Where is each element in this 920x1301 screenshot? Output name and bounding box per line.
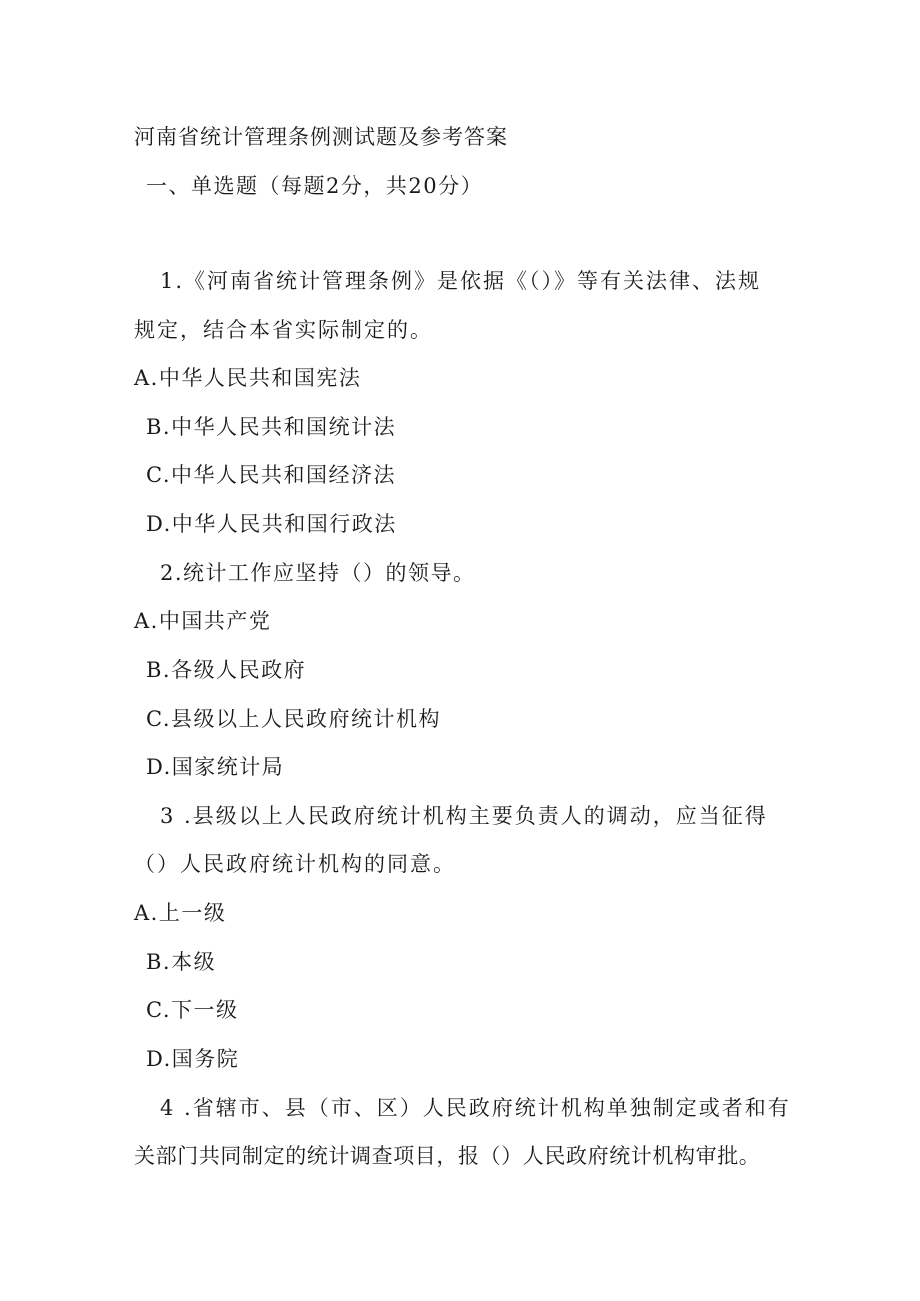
question-1-option-c: C.中华人民共和国经济法 (146, 463, 396, 487)
document-title: 河南省统计管理条例测试题及参考答案 (134, 125, 508, 149)
question-2-option-c: C.县级以上人民政府统计机构 (146, 707, 441, 731)
question-3-stem-line-1: 3 .县级以上人民政府统计机构主要负责人的调动，应当征得 (160, 804, 768, 828)
question-1-stem-line-2: 规定，结合本省实际制定的。 (134, 318, 433, 342)
question-2-stem-line-1: 2.统计工作应坚持（）的领导。 (160, 561, 476, 585)
question-3-stem-line-2: （）人民政府统计机构的同意。 (134, 852, 456, 876)
question-1-option-d: D.中华人民共和国行政法 (146, 512, 397, 536)
question-4-stem-line-1: 4 .省辖市、县（市、区）人民政府统计机构单独制定或者和有 (160, 1096, 791, 1120)
question-3-option-a: A.上一级 (134, 901, 227, 925)
question-3-option-c: C.下一级 (146, 998, 239, 1022)
question-2-option-b: B.各级人民政府 (146, 658, 307, 682)
section-heading: 一、单选题（每题2分，共20分） (146, 174, 484, 198)
question-1-option-a: A.中华人民共和国宪法 (134, 366, 362, 390)
question-1-stem-line-1: 1.《河南省统计管理条例》是依据《（）》等有关法律、法规 (160, 269, 762, 293)
question-1-option-b: B.中华人民共和国统计法 (146, 415, 397, 439)
question-3-option-b: B.本级 (146, 950, 217, 974)
question-2-option-a: A.中国共产党 (134, 609, 272, 633)
question-4-stem-line-2: 关部门共同制定的统计调查项目，报（）人民政府统计机构审批。 (134, 1144, 761, 1168)
question-3-option-d: D.国务院 (146, 1047, 240, 1071)
question-2-option-d: D.国家统计局 (146, 755, 285, 779)
